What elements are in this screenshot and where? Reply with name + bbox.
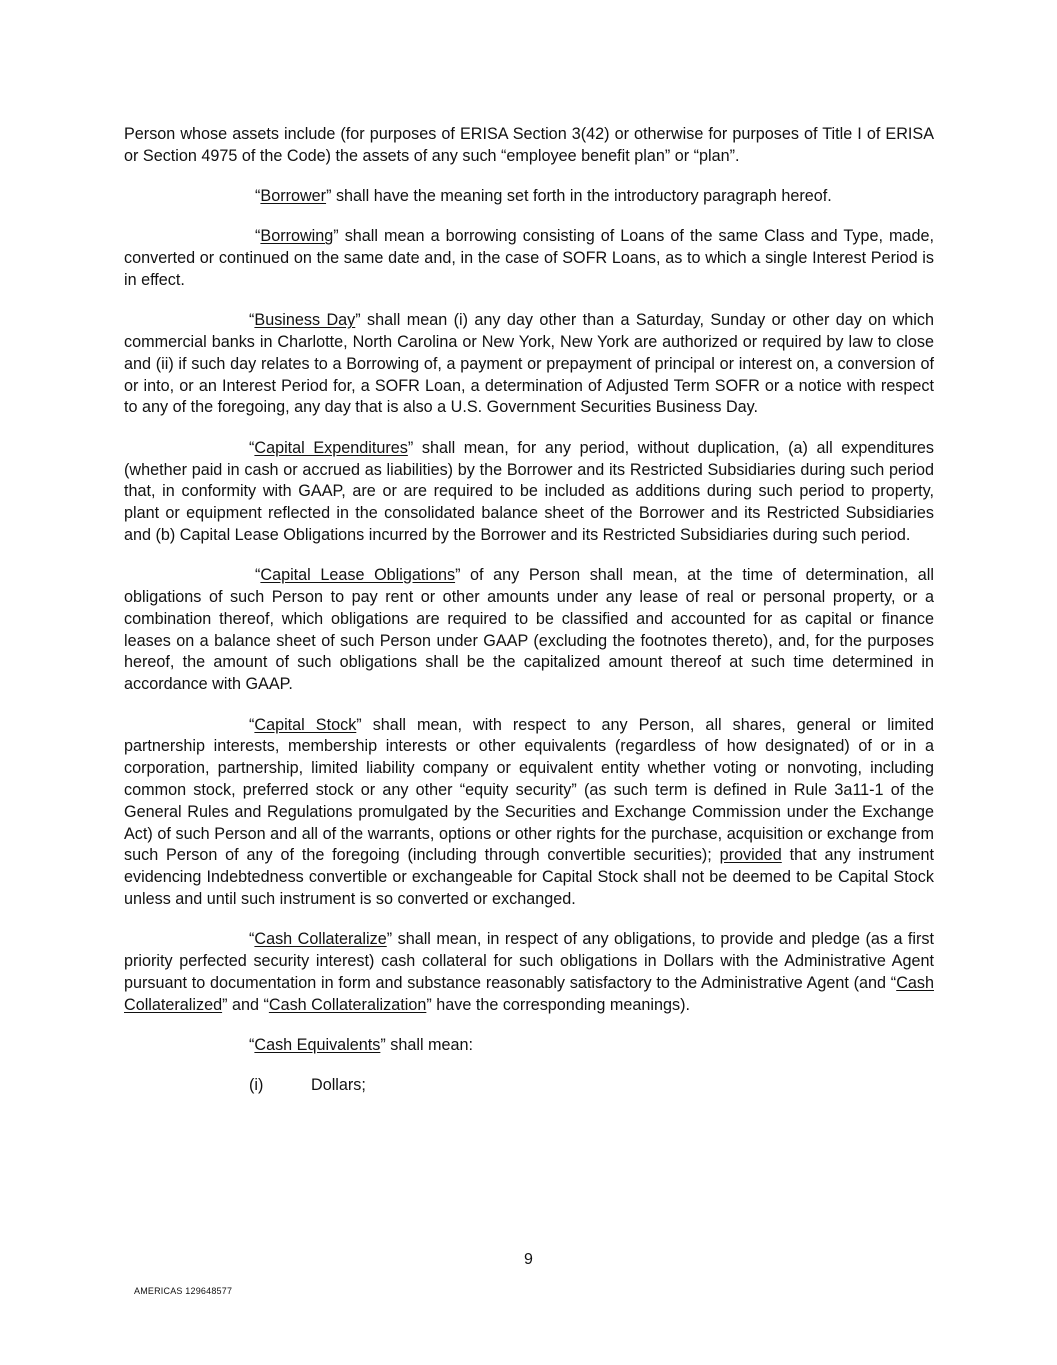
definition-capital-lease-obligations: “Capital Lease Obligations” of any Person shall mean, at the time of determination, all obligations of such Person to pay rent or other amounts under any lease of real or personal property, or a combination thereof, which obligations are required to be classified and accounted for as capital or finance leases on a balance sheet of such Person under GAAP (excluding the footnotes thereto), and, for the purposes hereof, the amount of such obligations shall be the capitalized amount thereof at such time determined in accordance with GAAP. (124, 566, 934, 694)
proviso-term: provided (719, 846, 782, 865)
defined-term: Borrowing (260, 227, 334, 246)
defined-term: Capital Lease Obligations (260, 566, 456, 585)
paragraph-erisa-plan: Person whose assets include (for purposes of ERISA Section 3(42) or otherwise for purposes of Title I of ERISA or Section 4975 of the Code) the assets of any such “employee benefit plan” or “plan”. (124, 125, 934, 165)
list-number: (i) (249, 1076, 264, 1095)
defined-term: Cash Equivalents (254, 1035, 381, 1054)
defined-term: Cash Collateralize (254, 930, 387, 949)
defined-term: Capital Expenditures (254, 438, 408, 457)
defined-term: Business Day (254, 311, 356, 330)
definition-borrowing: “Borrowing” shall mean a borrowing consisting of Loans of the same Class and Type, made, converted or continued on the same date and, in the case of SOFR Loans, as to which a single Interest Period is in effect. (124, 227, 934, 289)
defined-term: Borrower (260, 187, 327, 206)
document-id: AMERICAS 129648577 (134, 1286, 233, 1296)
list-text: Dollars; (311, 1076, 366, 1095)
defined-term: Cash Collateralization (268, 995, 427, 1014)
page-number: 9 (524, 1251, 533, 1268)
definition-business-day: “Business Day” shall mean (i) any day other than a Saturday, Sunday or other day on which commercial banks in Charlotte, North Carolina or New York, New York are authorized or required by law to close and (ii) if such day relates to a Borrowing of, a payment or prepayment of principal or interest on, a conversion of or into, or an Interest Period for, a SOFR Loan, a determination of Adjusted Term SOFR or a notice with respect to any of the foregoing, any day that is also a U.S. Government Securities Business Day. (124, 311, 934, 417)
definition-cash-equivalents: “Cash Equivalents” shall mean: (249, 1035, 474, 1054)
list-item (124, 1075, 934, 1097)
document-body (124, 124, 934, 1097)
definition-borrower: “Borrower” shall have the meaning set forth in the introductory paragraph hereof. (255, 187, 832, 206)
defined-term: Cash Collateralized (124, 973, 934, 1014)
defined-term: Capital Stock (254, 715, 357, 734)
definition-capital-expenditures: “Capital Expenditures” shall mean, for any period, without duplication, (a) all expenditures (whether paid in cash or accrued as liabilities) by the Borrower and its Restricted Subsidiaries during such period that, in conformity with GAAP, are or are required to be included as additions during such period to property, plant or equipment reflected in the consolidated balance sheet of the Borrower and its Restricted Subsidiaries and (b) Capital Lease Obligations incurred by the Borrower and its Restricted Subsidiaries during such period. (124, 438, 934, 544)
definition-cash-collateralize: “Cash Collateralize” shall mean, in respect of any obligations, to provide and pledge (as a first priority perfected security interest) cash collateral for such obligations in Dollars with the Administrative Agent pursuant to documentation in form and substance reasonably satisfactory to the Administrative Agent (and “Cash Collateralized” and “Cash Collateralization” have the corresponding meanings). (124, 930, 935, 1014)
definition-capital-stock: “Capital Stock” shall mean, with respect to any Person, all shares, general or limited partnership interests, membership interests or other equivalents (regardless of how designated) of or in a corporation, partnership, limited liability company or equivalent entity whether voting or nonvoting, including common stock, preferred stock or any other “equity security” (as such term is defined in Rule 3a11-1 of the General Rules and Regulations promulgated by the Securities and Exchange Commission under the Exchange Act) of such Person and all of the warrants, options or other rights for the purchase, acquisition or exchange from such Person of any of the foregoing (including through convertible securities); provided that any instrument evidencing Indebtedness convertible or exchangeable for Capital Stock shall not be deemed to be Capital Stock unless and until such instrument is so converted or exchanged. (124, 715, 934, 908)
